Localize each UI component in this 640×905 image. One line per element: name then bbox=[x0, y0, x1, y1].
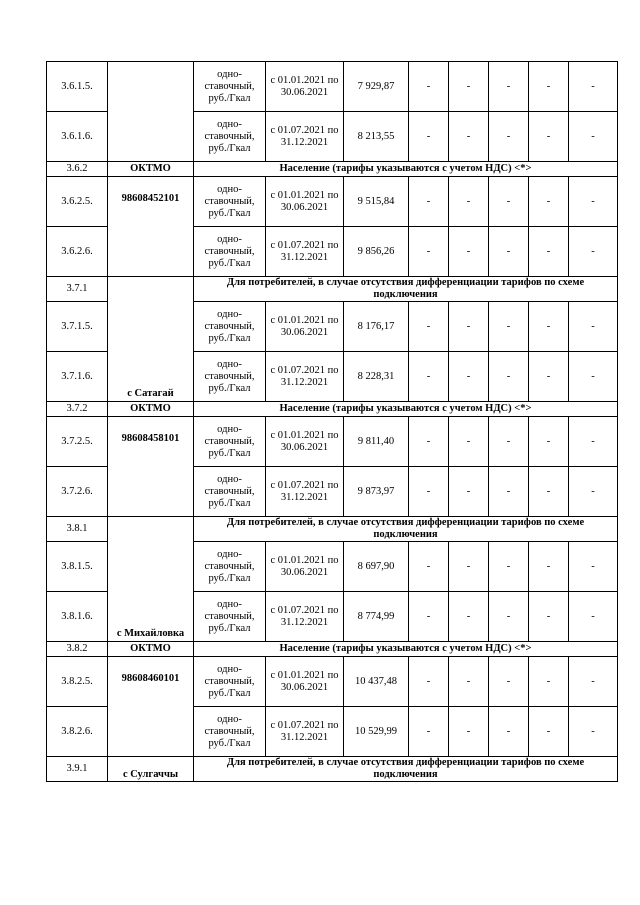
tariff-value: 8 176,17 bbox=[344, 302, 409, 352]
section-header: Население (тарифы указываются с учетом НДС) <*> bbox=[194, 402, 618, 417]
row-code: 3.8.2.6. bbox=[47, 707, 108, 757]
dash-cell: - bbox=[489, 707, 529, 757]
table-row bbox=[47, 162, 618, 177]
section-header: Для потребителей, в случае отсутствия дифференциации тарифов по схеме подключения bbox=[194, 757, 618, 782]
tariff-type: одно-ставочный, руб./Гкал bbox=[194, 112, 266, 162]
row-code: 3.8.2.5. bbox=[47, 657, 108, 707]
dash-cell: - bbox=[569, 467, 618, 517]
row-code: 3.6.2.5. bbox=[47, 177, 108, 227]
dash-cell: - bbox=[489, 227, 529, 277]
dash-cell: - bbox=[409, 542, 449, 592]
tariff-value: 9 811,40 bbox=[344, 417, 409, 467]
location-cell bbox=[108, 657, 194, 757]
dash-cell: - bbox=[449, 177, 489, 227]
period: с 01.01.2021 по 30.06.2021 bbox=[266, 417, 344, 467]
period: с 01.07.2021 по 31.12.2021 bbox=[266, 707, 344, 757]
dash-cell: - bbox=[489, 112, 529, 162]
period: с 01.01.2021 по 30.06.2021 bbox=[266, 62, 344, 112]
dash-cell: - bbox=[569, 227, 618, 277]
row-code: 3.6.1.6. bbox=[47, 112, 108, 162]
dash-cell: - bbox=[529, 707, 569, 757]
table-row bbox=[47, 757, 618, 782]
period: с 01.01.2021 по 30.06.2021 bbox=[266, 542, 344, 592]
dash-cell: - bbox=[489, 467, 529, 517]
dash-cell: - bbox=[569, 592, 618, 642]
dash-cell: - bbox=[529, 62, 569, 112]
dash-cell: - bbox=[489, 657, 529, 707]
oktmo-label: ОКТМО bbox=[108, 642, 194, 657]
tariff-table bbox=[46, 61, 618, 782]
dash-cell: - bbox=[449, 302, 489, 352]
dash-cell: - bbox=[529, 467, 569, 517]
period: с 01.01.2021 по 30.06.2021 bbox=[266, 177, 344, 227]
section-header: Население (тарифы указываются с учетом НДС) <*> bbox=[194, 642, 618, 657]
location-cell bbox=[108, 417, 194, 517]
table-row bbox=[47, 62, 618, 112]
period: с 01.07.2021 по 31.12.2021 bbox=[266, 352, 344, 402]
tariff-type: одно-ставочный, руб./Гкал bbox=[194, 352, 266, 402]
oktmo-code: 98608458101 bbox=[121, 433, 180, 444]
dash-cell: - bbox=[529, 657, 569, 707]
location-cell bbox=[108, 62, 194, 162]
table-row bbox=[47, 417, 618, 467]
row-code: 3.7.1.5. bbox=[47, 302, 108, 352]
dash-cell: - bbox=[449, 707, 489, 757]
dash-cell: - bbox=[409, 177, 449, 227]
dash-cell: - bbox=[409, 657, 449, 707]
dash-cell: - bbox=[449, 62, 489, 112]
tariff-value: 7 929,87 bbox=[344, 62, 409, 112]
dash-cell: - bbox=[449, 417, 489, 467]
location-cell bbox=[108, 277, 194, 402]
dash-cell: - bbox=[489, 62, 529, 112]
period: с 01.07.2021 по 31.12.2021 bbox=[266, 592, 344, 642]
dash-cell: - bbox=[409, 707, 449, 757]
row-code: 3.8.1.6. bbox=[47, 592, 108, 642]
tariff-type: одно-ставочный, руб./Гкал bbox=[194, 227, 266, 277]
dash-cell: - bbox=[449, 592, 489, 642]
dash-cell: - bbox=[409, 352, 449, 402]
dash-cell: - bbox=[449, 112, 489, 162]
dash-cell: - bbox=[409, 302, 449, 352]
location-cell bbox=[108, 177, 194, 277]
dash-cell: - bbox=[529, 302, 569, 352]
dash-cell: - bbox=[569, 62, 618, 112]
dash-cell: - bbox=[449, 657, 489, 707]
tariff-type: одно-ставочный, руб./Гкал bbox=[194, 592, 266, 642]
dash-cell: - bbox=[529, 352, 569, 402]
table-row bbox=[47, 402, 618, 417]
tariff-value: 8 697,90 bbox=[344, 542, 409, 592]
dash-cell: - bbox=[449, 227, 489, 277]
dash-cell: - bbox=[449, 467, 489, 517]
location-name: с Михайловка bbox=[116, 628, 185, 639]
tariff-type: одно-ставочный, руб./Гкал bbox=[194, 62, 266, 112]
row-code: 3.6.2 bbox=[47, 162, 108, 177]
dash-cell: - bbox=[569, 302, 618, 352]
location-cell bbox=[108, 517, 194, 642]
oktmo-label: ОКТМО bbox=[108, 162, 194, 177]
section-header: Для потребителей, в случае отсутствия дифференциации тарифов по схеме подключения bbox=[194, 517, 618, 542]
dash-cell: - bbox=[489, 417, 529, 467]
dash-cell: - bbox=[409, 417, 449, 467]
table-row bbox=[47, 642, 618, 657]
dash-cell: - bbox=[409, 592, 449, 642]
dash-cell: - bbox=[449, 352, 489, 402]
dash-cell: - bbox=[409, 62, 449, 112]
section-header: Население (тарифы указываются с учетом НДС) <*> bbox=[194, 162, 618, 177]
dash-cell: - bbox=[529, 542, 569, 592]
dash-cell: - bbox=[449, 542, 489, 592]
tariff-type: одно-ставочный, руб./Гкал bbox=[194, 657, 266, 707]
tariff-value: 9 873,97 bbox=[344, 467, 409, 517]
table-row bbox=[47, 517, 618, 542]
dash-cell: - bbox=[529, 112, 569, 162]
tariff-value: 8 774,99 bbox=[344, 592, 409, 642]
period: с 01.01.2021 по 30.06.2021 bbox=[266, 657, 344, 707]
table-row bbox=[47, 177, 618, 227]
row-code: 3.7.1.6. bbox=[47, 352, 108, 402]
dash-cell: - bbox=[569, 707, 618, 757]
row-code: 3.9.1 bbox=[47, 757, 108, 782]
row-code: 3.6.2.6. bbox=[47, 227, 108, 277]
dash-cell: - bbox=[569, 112, 618, 162]
dash-cell: - bbox=[569, 657, 618, 707]
section-header: Для потребителей, в случае отсутствия дифференциации тарифов по схеме подключения bbox=[194, 277, 618, 302]
row-code: 3.6.1.5. bbox=[47, 62, 108, 112]
dash-cell: - bbox=[489, 352, 529, 402]
dash-cell: - bbox=[529, 177, 569, 227]
tariff-value: 8 213,55 bbox=[344, 112, 409, 162]
row-code: 3.8.2 bbox=[47, 642, 108, 657]
dash-cell: - bbox=[409, 227, 449, 277]
tariff-type: одно-ставочный, руб./Гкал bbox=[194, 467, 266, 517]
table-row bbox=[47, 657, 618, 707]
tariff-value: 9 856,26 bbox=[344, 227, 409, 277]
dash-cell: - bbox=[569, 352, 618, 402]
tariff-type: одно-ставочный, руб./Гкал bbox=[194, 302, 266, 352]
tariff-value: 10 529,99 bbox=[344, 707, 409, 757]
row-code: 3.7.2.5. bbox=[47, 417, 108, 467]
location-name: с Сатагай bbox=[127, 388, 174, 399]
tariff-type: одно-ставочный, руб./Гкал bbox=[194, 417, 266, 467]
oktmo-code: 98608460101 bbox=[121, 673, 180, 684]
dash-cell: - bbox=[489, 302, 529, 352]
period: с 01.07.2021 по 31.12.2021 bbox=[266, 112, 344, 162]
dash-cell: - bbox=[529, 417, 569, 467]
dash-cell: - bbox=[569, 417, 618, 467]
dash-cell: - bbox=[569, 177, 618, 227]
dash-cell: - bbox=[529, 227, 569, 277]
dash-cell: - bbox=[409, 467, 449, 517]
dash-cell: - bbox=[489, 177, 529, 227]
period: с 01.07.2021 по 31.12.2021 bbox=[266, 467, 344, 517]
dash-cell: - bbox=[489, 592, 529, 642]
row-code: 3.8.1 bbox=[47, 517, 108, 542]
oktmo-label: ОКТМО bbox=[108, 402, 194, 417]
row-code: 3.7.2.6. bbox=[47, 467, 108, 517]
dash-cell: - bbox=[529, 592, 569, 642]
tariff-type: одно-ставочный, руб./Гкал bbox=[194, 542, 266, 592]
tariff-value: 10 437,48 bbox=[344, 657, 409, 707]
tariff-type: одно-ставочный, руб./Гкал bbox=[194, 707, 266, 757]
tariff-value: 9 515,84 bbox=[344, 177, 409, 227]
table-row bbox=[47, 277, 618, 302]
period: с 01.07.2021 по 31.12.2021 bbox=[266, 227, 344, 277]
location-name: с Сулгаччы bbox=[122, 769, 179, 780]
row-code: 3.7.1 bbox=[47, 277, 108, 302]
location-cell bbox=[108, 757, 194, 782]
row-code: 3.7.2 bbox=[47, 402, 108, 417]
row-code: 3.8.1.5. bbox=[47, 542, 108, 592]
dash-cell: - bbox=[409, 112, 449, 162]
tariff-value: 8 228,31 bbox=[344, 352, 409, 402]
period: с 01.01.2021 по 30.06.2021 bbox=[266, 302, 344, 352]
tariff-type: одно-ставочный, руб./Гкал bbox=[194, 177, 266, 227]
dash-cell: - bbox=[569, 542, 618, 592]
dash-cell: - bbox=[489, 542, 529, 592]
oktmo-code: 98608452101 bbox=[121, 193, 180, 204]
